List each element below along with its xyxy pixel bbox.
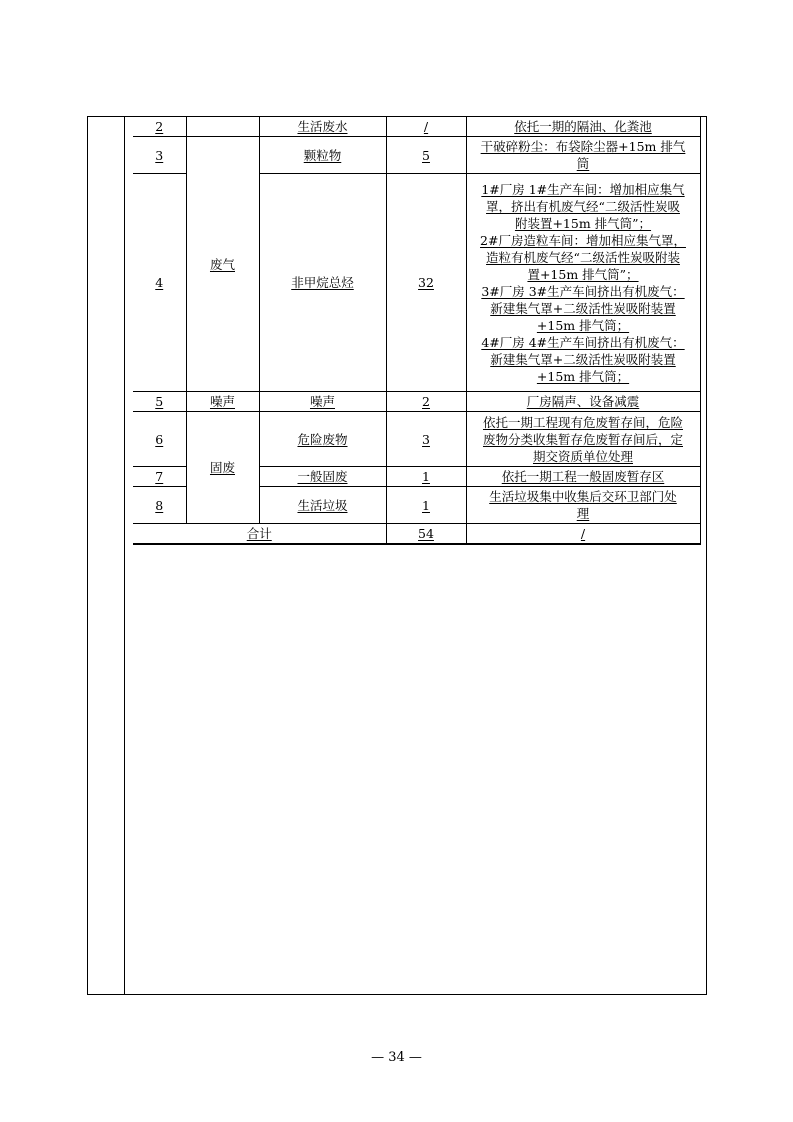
item-cell: 非甲烷总烃 <box>259 174 386 392</box>
measure-line: 干破碎粉尘：布袋除尘器+15m 排气 <box>480 139 686 154</box>
category-cell: 固废 <box>186 412 259 524</box>
table-row <box>133 412 700 467</box>
measure-line: 附装置+15m 排气筒”； <box>514 215 652 231</box>
item-cell: 生活垃圾 <box>259 487 386 524</box>
page-number: — 34 — <box>371 1050 422 1065</box>
row-number: 3 <box>133 137 186 174</box>
measure-cell <box>466 392 700 412</box>
value-cell: 1 <box>386 487 466 524</box>
table-row <box>133 392 700 412</box>
measure-line: +15m 排气筒； <box>536 368 630 384</box>
row-number: 5 <box>133 392 186 412</box>
total-measure: / <box>466 524 700 544</box>
measure-line: 1#厂房 1#生产车间：增加相应集气 <box>481 181 685 197</box>
left-margin-column-divider <box>124 116 125 995</box>
value-cell: 2 <box>386 392 466 412</box>
measure-line: +15m 排气筒； <box>536 317 630 333</box>
measure-line: 厂房隔声、设备减震 <box>526 394 640 409</box>
measure-line: 废物分类收集暂存危废暂存间后，定 <box>482 431 683 447</box>
measure-line: 理 <box>576 506 590 521</box>
measure-cell <box>466 467 700 487</box>
row-number: 7 <box>133 467 186 487</box>
measure-cell <box>466 174 700 392</box>
item-cell: 噪声 <box>259 392 386 412</box>
value-cell: / <box>386 117 466 137</box>
total-value: 54 <box>386 524 466 544</box>
row-number: 6 <box>133 412 186 467</box>
table-row <box>133 137 700 174</box>
table-row <box>133 117 700 137</box>
category-cell: 废气 <box>186 137 259 392</box>
measure-line: 生活垃圾集中收集后交环卫部门处 <box>489 489 677 504</box>
measure-line: 3#厂房 3#生产车间挤出有机废气： <box>481 283 685 299</box>
measure-line: 置+15m 排气筒”； <box>527 266 639 282</box>
value-cell: 3 <box>386 412 466 467</box>
measure-line: 依托一期工程一般固废暂存区 <box>501 469 665 484</box>
value-cell: 1 <box>386 467 466 487</box>
row-number: 2 <box>133 117 186 137</box>
row-number: 8 <box>133 487 186 524</box>
category-cell: 噪声 <box>186 392 259 412</box>
measure-line: 期交资质单位处理 <box>532 448 633 464</box>
measure-cell <box>466 412 700 467</box>
row-number: 4 <box>133 174 186 392</box>
total-label: 合计 <box>133 524 386 544</box>
measure-line: 罩，挤出有机废气经“二级活性炭吸 <box>486 198 680 214</box>
item-cell: 一般固废 <box>259 467 386 487</box>
measure-cell <box>466 117 700 137</box>
category-cell <box>186 117 259 137</box>
measure-cell <box>466 487 700 524</box>
item-cell: 危险废物 <box>259 412 386 467</box>
pollution-control-table <box>133 116 701 545</box>
value-cell: 5 <box>386 137 466 174</box>
measure-cell <box>466 137 700 174</box>
value-cell: 32 <box>386 174 466 392</box>
item-cell: 生活废水 <box>259 117 386 137</box>
measure-line: 2#厂房造粒车间：增加相应集气罩， <box>480 232 686 248</box>
measure-line: 造粒有机废气经“二级活性炭吸附装 <box>486 249 680 265</box>
table-row-total <box>133 524 700 544</box>
measure-line: 新建集气罩+二级活性炭吸附装置 <box>490 351 676 367</box>
measure-line: 4#厂房 4#生产车间挤出有机废气： <box>481 334 685 350</box>
measure-line: 依托一期工程现有危废暂存间，危险 <box>482 414 683 430</box>
measure-line: 筒 <box>576 156 590 171</box>
measure-line: 新建集气罩+二级活性炭吸附装置 <box>490 300 676 316</box>
measure-line: 依托一期的隔油、化粪池 <box>514 119 652 134</box>
item-cell: 颗粒物 <box>259 137 386 174</box>
